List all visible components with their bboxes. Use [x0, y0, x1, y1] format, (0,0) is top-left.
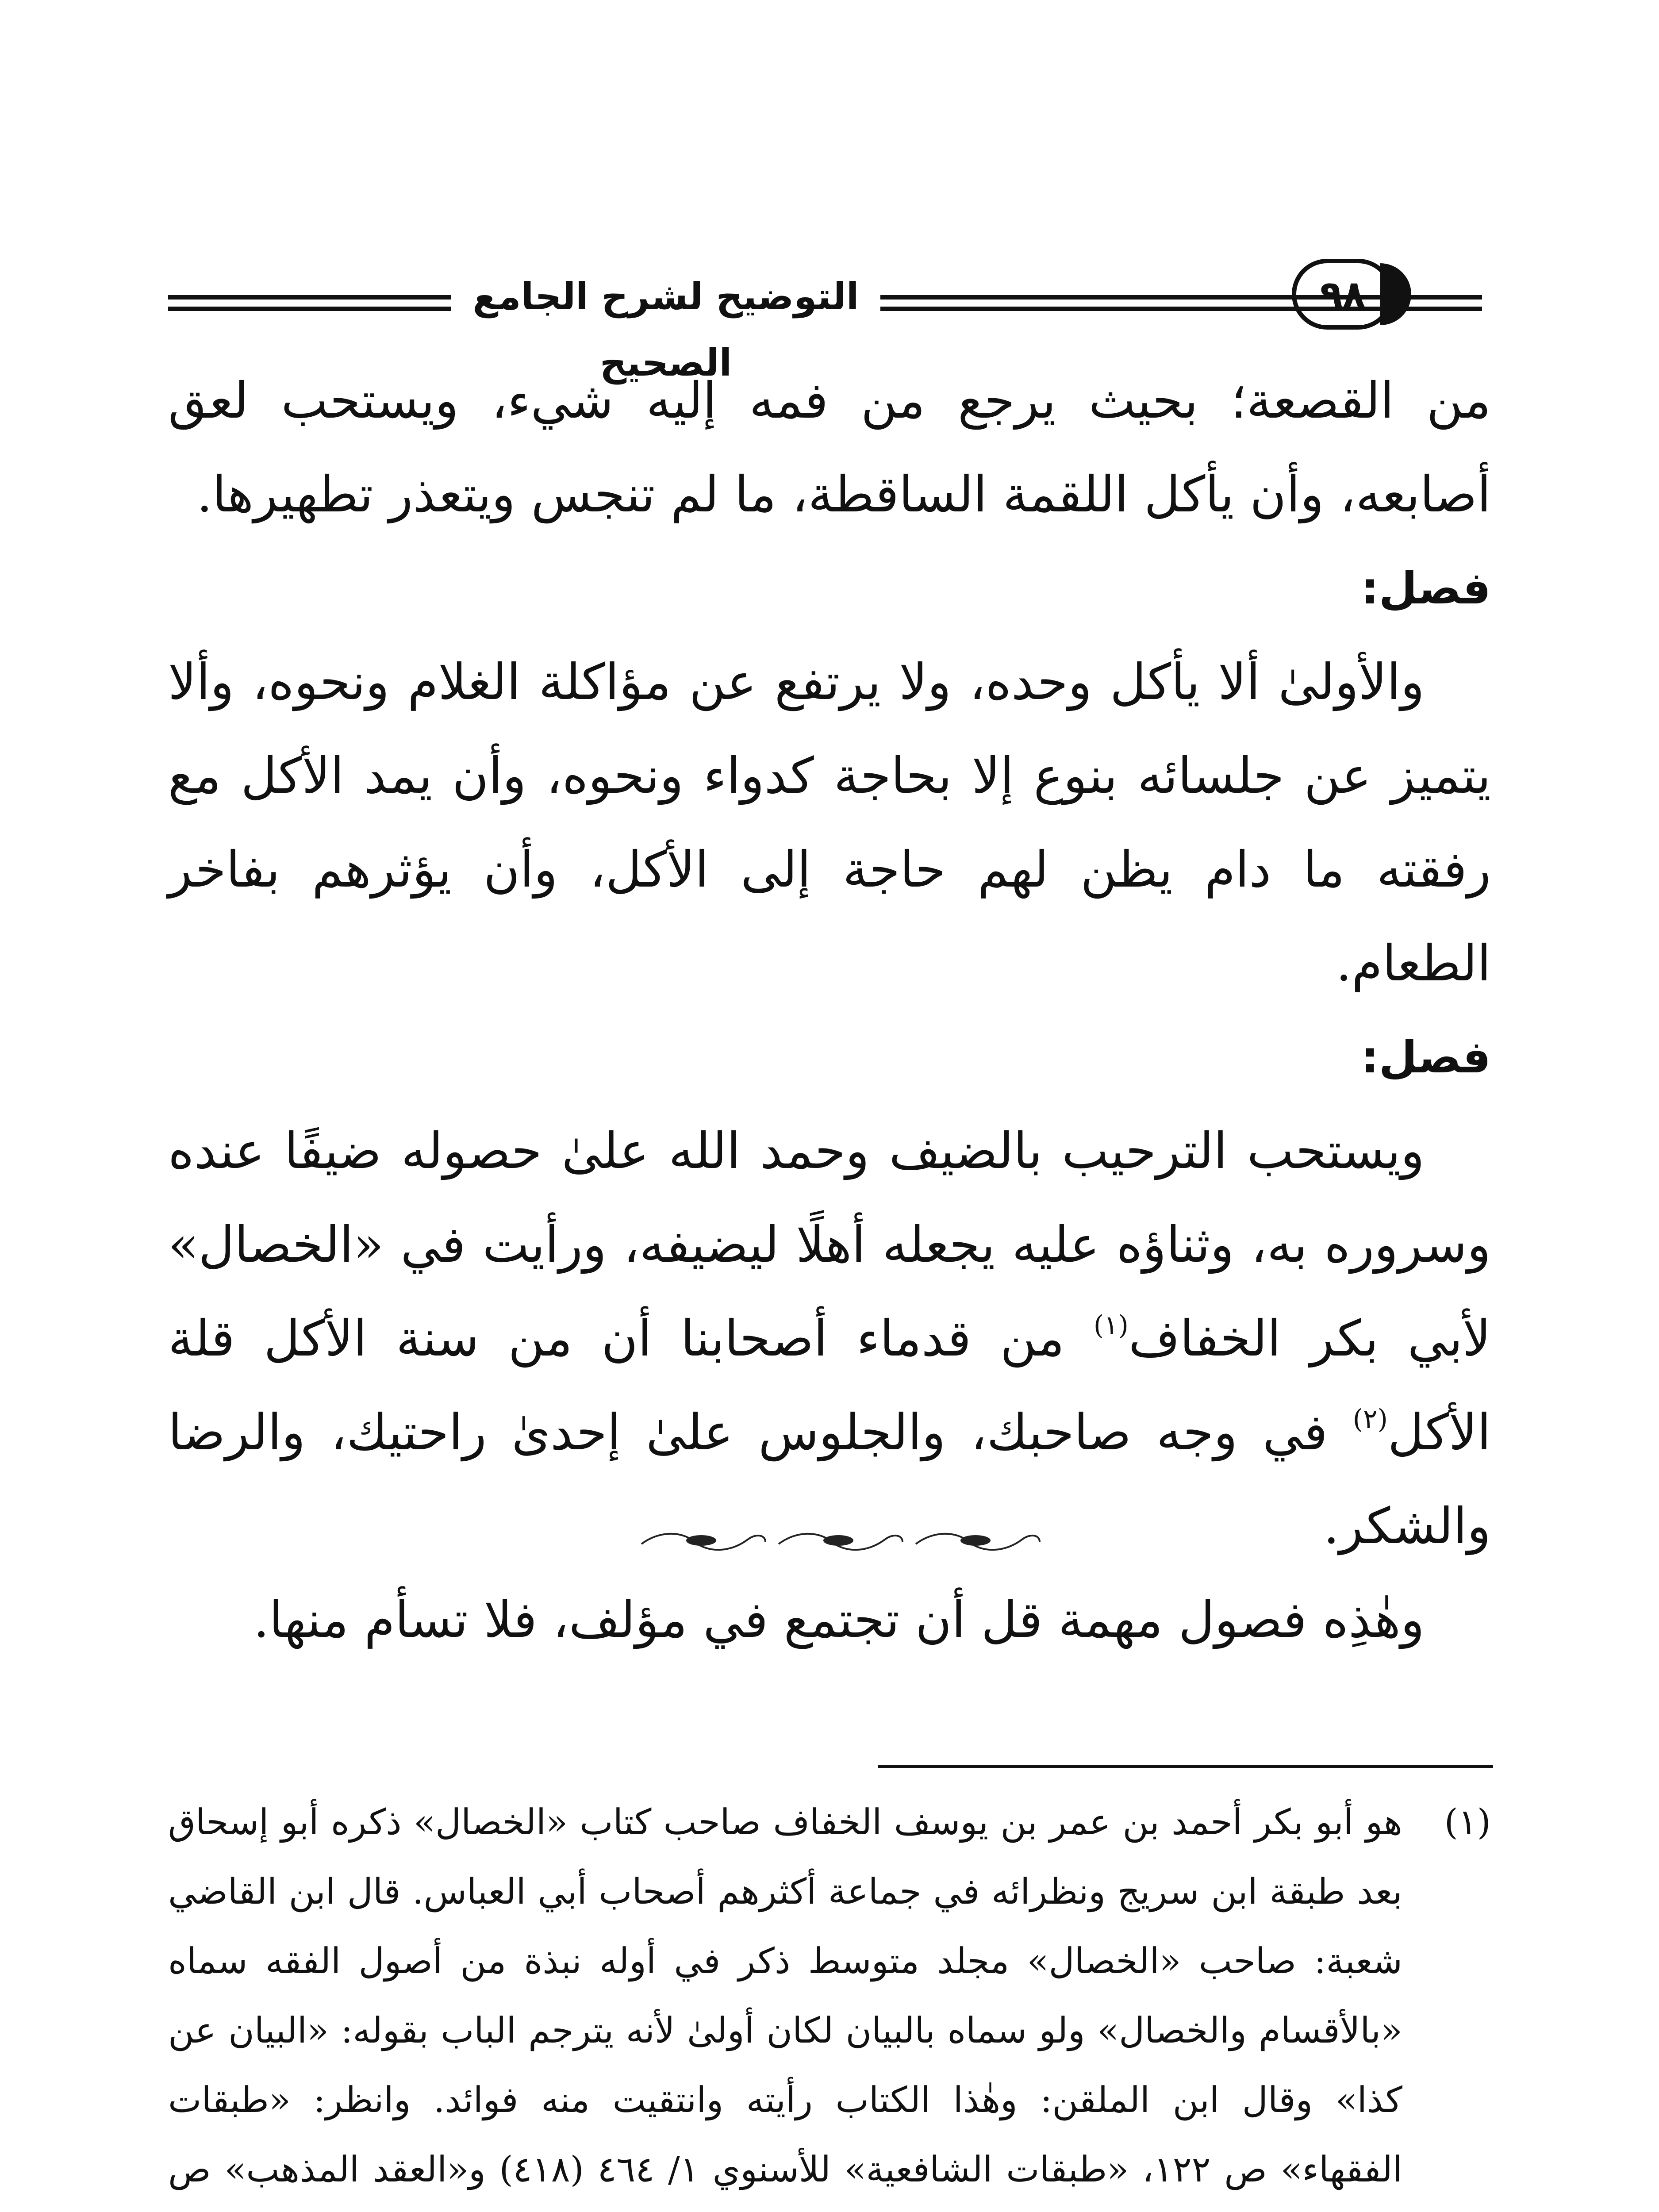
paragraph-1: من القصعة؛ بحيث يرجع من فمه إليه شيء، ويستحب لعق أصابعه، وأن يأكل اللقمة الساقطة، ما لم تنجس ويتعذر تطهيرها. [168, 372, 1491, 523]
header-rule-left [168, 295, 451, 318]
paragraph-2: والأولىٰ ألا يأكل وحده، ولا يرتفع عن مؤاكلة الغلام ونحوه، وألا يتميز عن جلسائه بنوع إلا بحاجة كدواء ونحوه، وأن يمد الأكل مع رفقته ما دام يظن لهم حاجة إلى الأكل، وأن يؤثرهم بفاخر الطعام. [168, 653, 1491, 992]
footnotes [168, 1787, 1491, 2212]
footnote-1 [168, 1787, 1491, 2212]
paragraph-4: وهٰذِه فصول مهمة قل أن تجتمع في مؤلف، فلا تسأم منها. [253, 1591, 1425, 1649]
section-heading-1: فصل: [1361, 562, 1491, 614]
page-number: ٩٨ [1292, 259, 1394, 330]
ornament-divider-icon [633, 1522, 1044, 1557]
book-title: التوضيح لشرح الجامع الصحيح [472, 275, 859, 384]
paragraph-3-part-b: من قدماء أصحابنا أن من سنة الأكل قلة الأكل [168, 1310, 1491, 1461]
footnote-separator [878, 1765, 1493, 1768]
footnote-text: هو أبو بكر أحمد بن عمر بن يوسف الخفاف صاحب كتاب «الخصال» ذكره أبو إسحاق بعد طبقة ابن سريج ونظرائه في جماعة أكثرهم أصحاب أبي العباس. قال ابن القاضي شعبة: صاحب «الخصال» مجلد متوسط ذكر في أوله نبذة من أصول الفقه سماه «بالأقسام والخصال» ولو سماه بالبيان لكان أولىٰ لأنه يترجم الباب بقوله: «البيان عن كذا» وقال ابن الملقن: وهٰذا الكتاب رأيته وانتقيت منه فوائد. وانظر: «طبقات الفقهاء» ص ١٢٢، «طبقات الشافعية» للأسنوي ١/ ٤٦٤ (٤١٨) و«العقد المذهب» ص [168, 1801, 1403, 2190]
section-heading-2: فصل: [1361, 1031, 1491, 1083]
paragraph-3-part-a: ويستحب الترحيب بالضيف وحمد الله علىٰ حصوله ضيفًا عنده وسروره به، وثناؤه عليه يجعله أهلًا ليضيفه، ورأيت في «الخصال» لأبي بكر الخفاف [168, 1122, 1491, 1367]
footnote-number: (١) [1444, 1801, 1491, 1843]
header-rule-right [1385, 295, 1482, 318]
main-text [168, 354, 1491, 1667]
paragraph-3 [168, 1104, 1491, 1573]
footnote-ref-2[interactable]: (٢) [1352, 1404, 1388, 1435]
paragraph-3-part-c: في وجه صاحبك، والجلوس علىٰ إحدىٰ راحتيك، والرضا والشكر. [168, 1404, 1491, 1555]
running-header [168, 259, 1495, 384]
footnote-ref-1[interactable]: (١) [1093, 1310, 1129, 1341]
